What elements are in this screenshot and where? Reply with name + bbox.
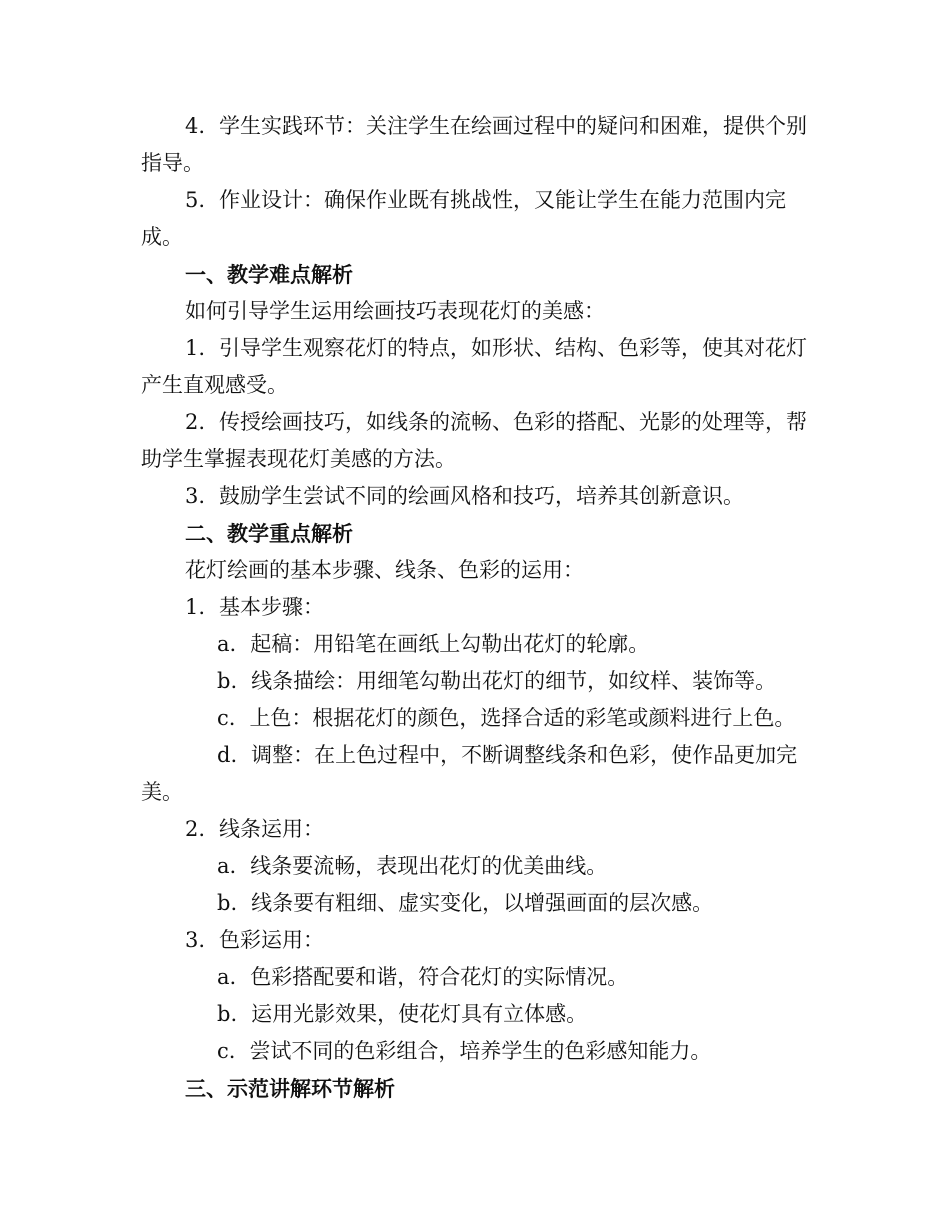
list-item xyxy=(141,330,809,404)
list-number: 2. xyxy=(185,410,206,434)
list-number: 3. xyxy=(185,928,206,952)
list-text: 鼓励学生尝试不同的绘画风格和技巧，培养其创新意识。 xyxy=(219,484,745,508)
list-item xyxy=(141,108,809,182)
sub-list-letter: a. xyxy=(217,632,237,656)
list-item xyxy=(141,589,809,626)
sub-list-letter: b. xyxy=(217,669,238,693)
list-item xyxy=(141,922,809,959)
paragraph: 花灯绘画的基本步骤、线条、色彩的运用： xyxy=(185,558,584,582)
list-text: 引导学生观察花灯的特点，如形状、结构、色彩等，使其对花灯产生直观感受。 xyxy=(141,336,808,397)
list-number: 3. xyxy=(185,484,206,508)
list-item xyxy=(141,404,809,478)
list-item xyxy=(141,182,809,256)
list-text: 线条运用： xyxy=(219,817,325,841)
paragraph: 如何引导学生运用绘画技巧表现花灯的美感： xyxy=(185,299,605,323)
sub-list-letter: c. xyxy=(217,1039,236,1063)
sub-list-item xyxy=(141,626,809,663)
sub-list-letter: a. xyxy=(217,965,237,989)
sub-list-text: 线条要流畅，表现出花灯的优美曲线。 xyxy=(250,854,608,878)
list-number: 1. xyxy=(185,595,206,619)
section-heading: 二、教学重点解析 xyxy=(185,521,353,546)
sub-list-text: 上色：根据花灯的颜色，选择合适的彩笔或颜料进行上色。 xyxy=(249,706,796,730)
sub-list-text: 运用光影效果，使花灯具有立体感。 xyxy=(251,1002,588,1026)
sub-list-letter: c. xyxy=(217,706,236,730)
list-number: 4. xyxy=(185,114,206,138)
list-number: 5. xyxy=(185,188,206,212)
list-number: 1. xyxy=(185,336,206,360)
list-item xyxy=(141,478,809,515)
sub-list-text: 调整：在上色过程中，不断调整线条和色彩，使作品更加完美。 xyxy=(141,743,798,804)
list-number: 2. xyxy=(185,817,206,841)
section-heading: 一、教学难点解析 xyxy=(185,262,353,287)
sub-list-letter: b. xyxy=(217,891,238,915)
sub-list-letter: d. xyxy=(217,743,238,767)
list-text: 作业设计：确保作业既有挑战性，又能让学生在能力范围内完成。 xyxy=(141,188,787,249)
list-text: 学生实践环节：关注学生在绘画过程中的疑问和困难，提供个别指导。 xyxy=(141,114,808,175)
list-text: 基本步骤： xyxy=(219,595,325,619)
sub-list-letter: a. xyxy=(217,854,237,878)
sub-list-item xyxy=(141,737,809,811)
list-item xyxy=(141,811,809,848)
list-text: 色彩运用： xyxy=(219,928,325,952)
list-text: 传授绘画技巧，如线条的流畅、色彩的搭配、光影的处理等，帮助学生掌握表现花灯美感的方法。 xyxy=(141,410,808,471)
sub-list-item xyxy=(141,1033,809,1070)
sub-list-letter: b. xyxy=(217,1002,238,1026)
sub-list-item xyxy=(141,848,809,885)
sub-list-item xyxy=(141,885,809,922)
sub-list-item xyxy=(141,663,809,700)
document-body xyxy=(141,108,809,1107)
section-heading: 三、示范讲解环节解析 xyxy=(185,1076,395,1101)
sub-list-item xyxy=(141,996,809,1033)
sub-list-item xyxy=(141,700,809,737)
sub-list-text: 线条描绘：用细笔勾勒出花灯的细节，如纹样、装饰等。 xyxy=(251,669,777,693)
sub-list-text: 起稿：用铅笔在画纸上勾勒出花灯的轮廓。 xyxy=(250,632,650,656)
sub-list-item xyxy=(141,959,809,996)
sub-list-text: 尝试不同的色彩组合，培养学生的色彩感知能力。 xyxy=(249,1039,712,1063)
sub-list-text: 线条要有粗细、虚实变化，以增强画面的层次感。 xyxy=(251,891,714,915)
sub-list-text: 色彩搭配要和谐，符合花灯的实际情况。 xyxy=(250,965,629,989)
